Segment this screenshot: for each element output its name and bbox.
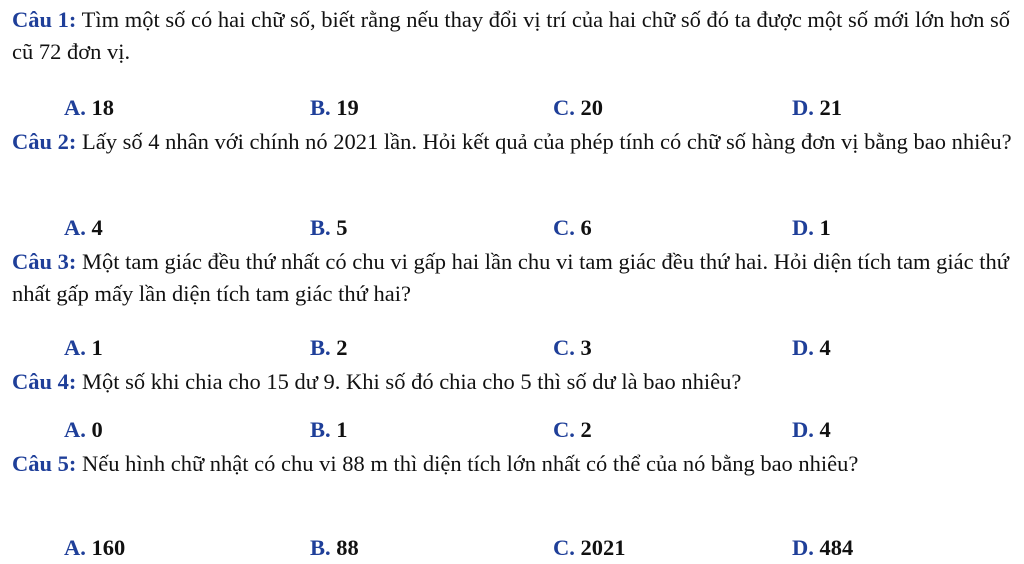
option-value: 160 bbox=[85, 535, 126, 560]
question-4-label: Câu 4: bbox=[12, 369, 77, 394]
option-value: 21 bbox=[813, 95, 842, 120]
question-3-options bbox=[0, 332, 1024, 364]
option-value: 1 bbox=[85, 335, 103, 360]
question-1-options bbox=[0, 92, 1024, 124]
question-4-option-d[interactable] bbox=[792, 414, 831, 446]
question-3-text: Một tam giác đều thứ nhất có chu vi gấp hai lần chu vi tam giác đều thứ hai. Hỏi diện tích tam giác thứ nhất gấp mấy lần diện tích tam giác thứ hai? bbox=[12, 249, 1009, 306]
question-3 bbox=[12, 246, 1012, 310]
option-letter: D. bbox=[792, 335, 814, 360]
question-4-option-b[interactable] bbox=[310, 414, 348, 446]
option-letter: A. bbox=[64, 335, 86, 360]
option-letter: C. bbox=[553, 535, 575, 560]
question-3-option-a[interactable] bbox=[64, 332, 103, 364]
option-letter: B. bbox=[310, 335, 331, 360]
option-value: 484 bbox=[813, 535, 854, 560]
question-1 bbox=[12, 4, 1012, 68]
option-value: 2 bbox=[330, 335, 348, 360]
option-letter: B. bbox=[310, 417, 331, 442]
question-2-options bbox=[0, 212, 1024, 244]
option-value: 2021 bbox=[574, 535, 626, 560]
question-4-text: Một số khi chia cho 15 dư 9. Khi số đó chia cho 5 thì số dư là bao nhiêu? bbox=[76, 369, 742, 394]
question-1-text: Tìm một số có hai chữ số, biết rằng nếu thay đổi vị trí của hai chữ số đó ta được một số mới lớn hơn số cũ 72 đơn vị. bbox=[12, 7, 1011, 64]
option-value: 18 bbox=[85, 95, 114, 120]
question-5-option-c[interactable] bbox=[553, 532, 626, 564]
option-letter: B. bbox=[310, 215, 331, 240]
question-1-option-a[interactable] bbox=[64, 92, 114, 124]
question-2-option-d[interactable] bbox=[792, 212, 831, 244]
option-letter: D. bbox=[792, 417, 814, 442]
question-2-text: Lấy số 4 nhân với chính nó 2021 lần. Hỏi kết quả của phép tính có chữ số hàng đơn vị bằng bao nhiêu? bbox=[76, 129, 1012, 154]
question-4-option-a[interactable] bbox=[64, 414, 103, 446]
question-2-option-b[interactable] bbox=[310, 212, 348, 244]
option-letter: B. bbox=[310, 95, 331, 120]
question-5-text: Nếu hình chữ nhật có chu vi 88 m thì diện tích lớn nhất có thể của nó bằng bao nhiêu? bbox=[76, 451, 859, 476]
option-letter: D. bbox=[792, 535, 814, 560]
option-value: 4 bbox=[813, 417, 831, 442]
question-5-options bbox=[0, 532, 1024, 564]
question-2-label: Câu 2: bbox=[12, 129, 77, 154]
option-letter: A. bbox=[64, 417, 86, 442]
option-value: 20 bbox=[574, 95, 603, 120]
option-letter: C. bbox=[553, 335, 575, 360]
question-1-option-d[interactable] bbox=[792, 92, 842, 124]
option-value: 4 bbox=[85, 215, 103, 240]
option-letter: C. bbox=[553, 95, 575, 120]
option-letter: D. bbox=[792, 95, 814, 120]
question-2-option-c[interactable] bbox=[553, 212, 592, 244]
question-1-label: Câu 1: bbox=[12, 7, 77, 32]
question-2-option-a[interactable] bbox=[64, 212, 103, 244]
question-5-option-a[interactable] bbox=[64, 532, 125, 564]
option-letter: A. bbox=[64, 95, 86, 120]
question-1-option-c[interactable] bbox=[553, 92, 603, 124]
option-value: 1 bbox=[330, 417, 348, 442]
option-value: 2 bbox=[574, 417, 592, 442]
question-5-option-b[interactable] bbox=[310, 532, 359, 564]
question-4-option-c[interactable] bbox=[553, 414, 592, 446]
option-letter: A. bbox=[64, 215, 86, 240]
question-5 bbox=[12, 448, 1012, 480]
option-value: 88 bbox=[330, 535, 359, 560]
question-3-option-c[interactable] bbox=[553, 332, 592, 364]
question-5-label: Câu 5: bbox=[12, 451, 77, 476]
question-3-option-d[interactable] bbox=[792, 332, 831, 364]
question-1-option-b[interactable] bbox=[310, 92, 359, 124]
question-5-option-d[interactable] bbox=[792, 532, 853, 564]
option-letter: C. bbox=[553, 417, 575, 442]
question-3-option-b[interactable] bbox=[310, 332, 348, 364]
option-value: 4 bbox=[813, 335, 831, 360]
option-letter: B. bbox=[310, 535, 331, 560]
option-letter: C. bbox=[553, 215, 575, 240]
option-value: 3 bbox=[574, 335, 592, 360]
option-value: 0 bbox=[85, 417, 103, 442]
option-value: 6 bbox=[574, 215, 592, 240]
option-letter: A. bbox=[64, 535, 86, 560]
option-value: 19 bbox=[330, 95, 359, 120]
question-2 bbox=[12, 126, 1012, 158]
question-4 bbox=[12, 366, 1012, 398]
question-3-label: Câu 3: bbox=[12, 249, 77, 274]
question-4-options bbox=[0, 414, 1024, 446]
option-value: 5 bbox=[330, 215, 348, 240]
option-value: 1 bbox=[813, 215, 831, 240]
option-letter: D. bbox=[792, 215, 814, 240]
